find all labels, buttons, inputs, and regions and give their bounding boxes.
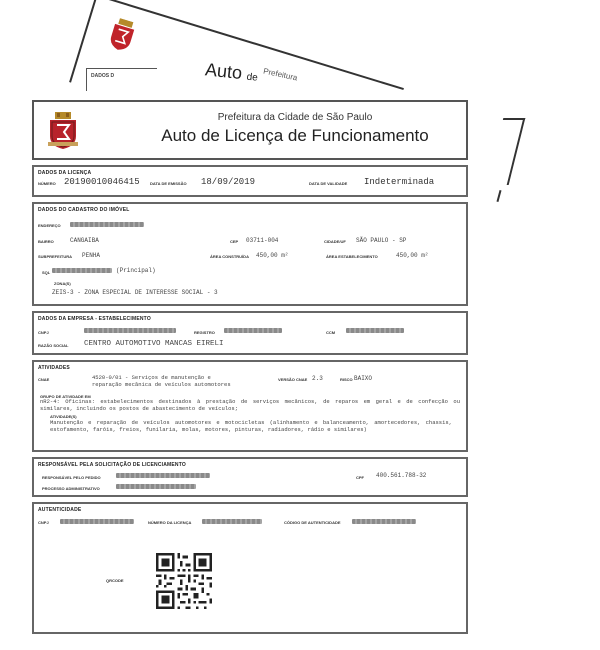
zone-label: ZONA(S): [54, 281, 71, 286]
registration-label: REGISTRO: [194, 330, 215, 335]
cep-label: CEP: [230, 239, 239, 244]
cnpj-label: CNPJ: [38, 330, 49, 335]
background-sheet-corner: [487, 118, 526, 185]
subprefecture-value: PENHA: [82, 252, 101, 259]
zone-value: ZEIS-3 - ZONA ESPECIAL DE INTERESSE SOCIAL - 3: [52, 289, 218, 296]
redacted-requester: [116, 473, 210, 478]
redacted-auth-cnpj: [60, 519, 134, 524]
background-issuer: Prefeitura: [262, 66, 299, 83]
redacted-cnpj: [84, 328, 176, 333]
background-sheet-edge: [496, 190, 501, 202]
validity-label: DATA DE VALIDADE: [309, 181, 348, 186]
risk-value: BAIXO: [354, 375, 373, 382]
requester-label: RESPONSÁVEL PELO PEDIDO: [42, 475, 101, 480]
license-document: [32, 100, 468, 634]
neighborhood-value: CANGAIBA: [70, 237, 99, 244]
license-data-section: [32, 165, 468, 197]
auth-code-label: CÓDIGO DE AUTENTICIDADE: [284, 520, 341, 525]
risk-label: RISCO: [340, 377, 353, 382]
issuer-name: Prefeitura da Cidade de São Paulo: [217, 112, 373, 123]
activity-group-value: nR2-4: Oficinas: estabelecimentos destinados à prestação de serviços mecânicos, de reparos em geral e de confecção ou similares, incluindo os postos de abastecimento de veículos;: [40, 398, 460, 412]
section-title: ATIVIDADES: [38, 365, 70, 371]
requester-section: [32, 457, 468, 497]
license-number: 20190010046415: [64, 177, 140, 187]
redacted-address: [70, 222, 144, 227]
cnae-version-label: VERSÃO CNAE: [278, 377, 308, 382]
section-title: AUTENTICIDADE: [38, 507, 82, 513]
sql-suffix: (Principal): [116, 267, 156, 274]
redacted-sql: [52, 268, 112, 273]
license-number-label: NÚMERO DA LICENÇA: [148, 520, 192, 525]
section-title: DADOS DO CADASTRO DO IMÓVEL: [38, 207, 130, 213]
subprefecture-label: SUBPREFEITURA: [38, 254, 73, 259]
document-title: Auto de Licença de Funcionamento: [161, 126, 429, 145]
sql-label: SQL: [42, 270, 51, 275]
cnae-value: 4520-0/01 - Serviços de manutenção e reparação mecânica de veículos automotores: [92, 374, 231, 388]
section-title: DADOS DA EMPRESA - ESTABELECIMENTO: [38, 316, 151, 322]
cep-value: 03711-004: [246, 237, 279, 244]
cnae-label: CNAE: [38, 377, 50, 382]
establishment-area-label: ÁREA ESTABELECIMENTO: [326, 254, 378, 259]
background-section-label: DADOS D: [91, 73, 115, 79]
section-title: DADOS DA LICENÇA: [38, 170, 92, 176]
company-data-section: [32, 311, 468, 355]
company-name: CENTRO AUTOMOTIVO MANCAS EIRELI: [84, 340, 224, 348]
activities-value: Manutenção e reparação de veículos automotores e motocicletas (alinhamento e balanceamento, amortecedores, chassis, estofamento, faróis, freios, funilaria, molas, motores, pinturas, radiadores, rádio e similares): [50, 419, 452, 433]
qrcode-label: QRCODE: [106, 578, 124, 583]
issue-date-label: DATA DE EMISSÃO: [150, 181, 187, 186]
cnae-version-value: 2.3: [312, 375, 323, 382]
background-title: Auto de: [204, 59, 259, 84]
process-label: PROCESSO ADMINISTRATIVO: [42, 486, 100, 491]
section-title: RESPONSÁVEL PELA SOLICITAÇÃO DE LICENCIAMENTO: [38, 462, 186, 468]
authenticity-section: [32, 502, 468, 634]
establishment-area-value: 450,00 m²: [396, 252, 429, 259]
number-label: NÚMERO: [38, 181, 56, 186]
cpf-value: 400.561.788-32: [376, 472, 427, 479]
activity-group-label: GRUPO DE ATIVIDADE EM: [40, 394, 91, 399]
address-label: ENDEREÇO: [38, 223, 61, 228]
neighborhood-label: BAIRRO: [38, 239, 54, 244]
activities-section: [32, 360, 468, 452]
city-value: SÃO PAULO - SP: [356, 237, 407, 244]
document-header: [32, 100, 468, 160]
cpf-label: CPF: [356, 475, 364, 480]
city-label: CIDADE/UF: [324, 239, 346, 244]
built-area-label: ÁREA CONSTRUÍDA: [210, 254, 249, 259]
auth-cnpj-label: CNPJ: [38, 520, 49, 525]
ccm-label: CCM: [326, 330, 336, 335]
redacted-registration: [224, 328, 282, 333]
redacted-ccm: [346, 328, 404, 333]
redacted-license-number: [202, 519, 262, 524]
coat-of-arms-icon: [105, 16, 139, 54]
background-section-box: [86, 68, 157, 91]
validity-value: Indeterminada: [364, 177, 435, 187]
redacted-auth-code: [352, 519, 416, 524]
qr-code-icon: [156, 552, 212, 610]
activities-label: ATIVIDADE(S): [50, 414, 77, 419]
built-area-value: 450,00 m²: [256, 252, 289, 259]
redacted-process: [116, 484, 196, 489]
company-name-label: RAZÃO SOCIAL: [38, 343, 69, 348]
property-data-section: [32, 202, 468, 306]
issue-date: 18/09/2019: [201, 177, 256, 187]
